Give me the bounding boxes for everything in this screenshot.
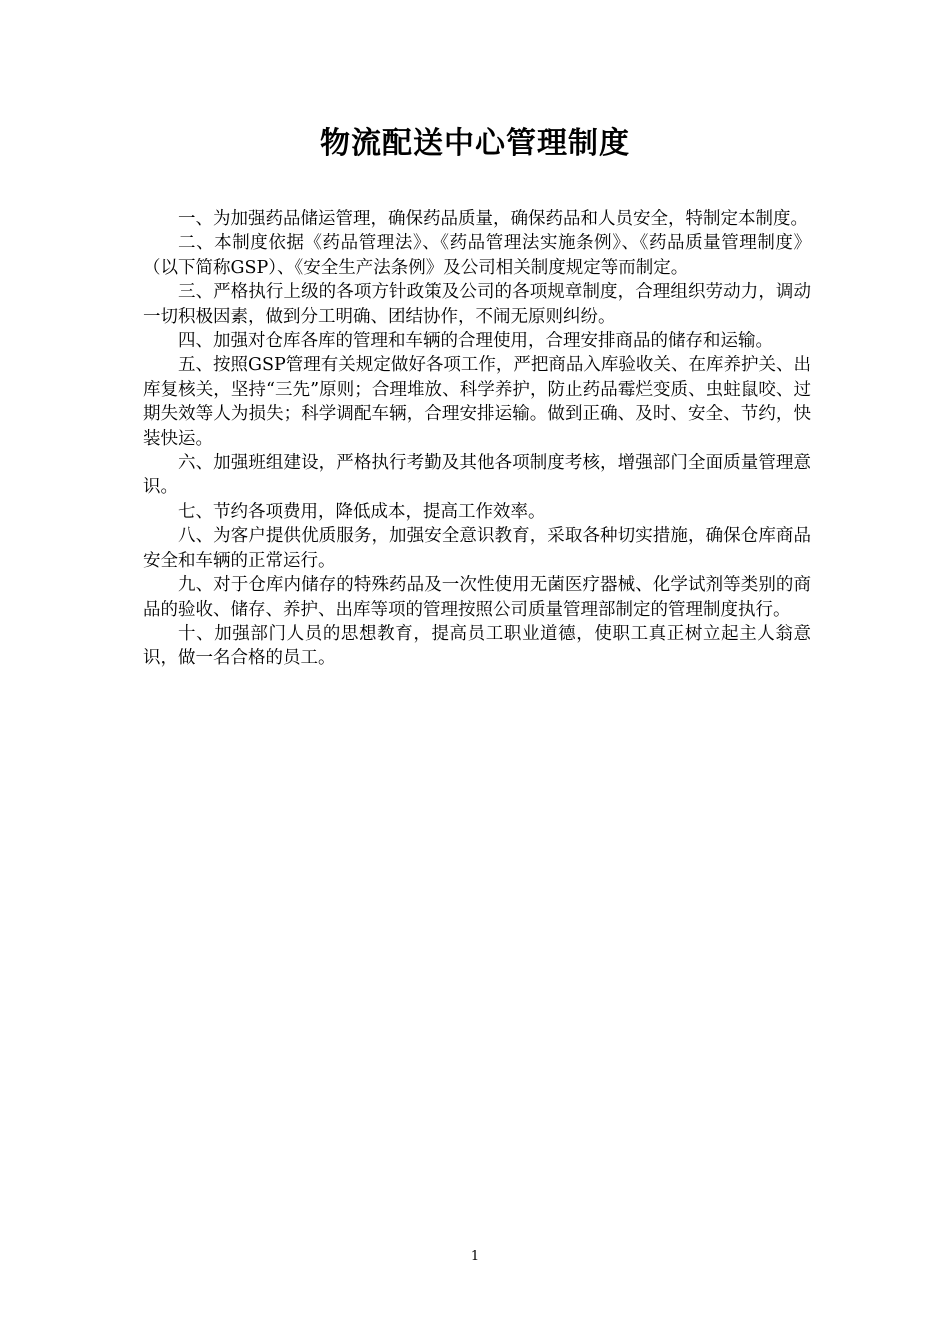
paragraph-8: 八、为客户提供优质服务，加强安全意识教育，采取各种切实措施，确保仓库商品安全和车辆的正常运行。 [143,526,811,571]
document-title: 物流配送中心管理制度 [320,126,630,161]
paragraph-4: 四、加强对仓库各库的管理和车辆的合理使用，合理安排商品的储存和运输。 [178,331,773,352]
paragraph-10: 十、加强部门人员的思想教育，提高员工职业道德，使职工真正树立起主人翁意识，做一名合格的员工。 [143,623,811,669]
paragraph-5: 五、按照GSP管理有关规定做好各项工作，严把商品入库验收关、在库养护关、出库复核关，坚持“三先”原则；合理堆放、科学养护，防止药品霉烂变质、虫蛀鼠咬、过期失效等人为损失；科学调配车辆，合理安排运输。做到正确、及时、安全、节约，快装快运。 [143,355,811,449]
paragraph-7: 七、节约各项费用，降低成本，提高工作效率。 [178,501,546,522]
paragraph-2: 二、本制度依据《药品管理法》、《药品管理法实施条例》、《药品质量管理制度》（以下简称GSP）、《安全生产法条例》及公司相关制度规定等而制定。 [143,233,811,278]
paragraph-1: 一、为加强药品储运管理，确保药品质量，确保药品和人员安全，特制定本制度。 [178,209,808,229]
document-body [143,207,811,671]
paragraph-9: 九、对于仓库内储存的特殊药品及一次性使用无菌医疗器械、化学试剂等类别的商品的验收、储存、养护、出库等项的管理按照公司质量管理部制定的管理制度执行。 [143,575,811,620]
page-number: 1 [470,1249,480,1264]
paragraph-6: 六、加强班组建设，严格执行考勤及其他各项制度考核，增强部门全面质量管理意识。 [143,453,811,498]
paragraph-3: 三、严格执行上级的各项方针政策及公司的各项规章制度，合理组织劳动力，调动一切积极因素，做到分工明确、团结协作，不闹无原则纠纷。 [143,282,811,327]
